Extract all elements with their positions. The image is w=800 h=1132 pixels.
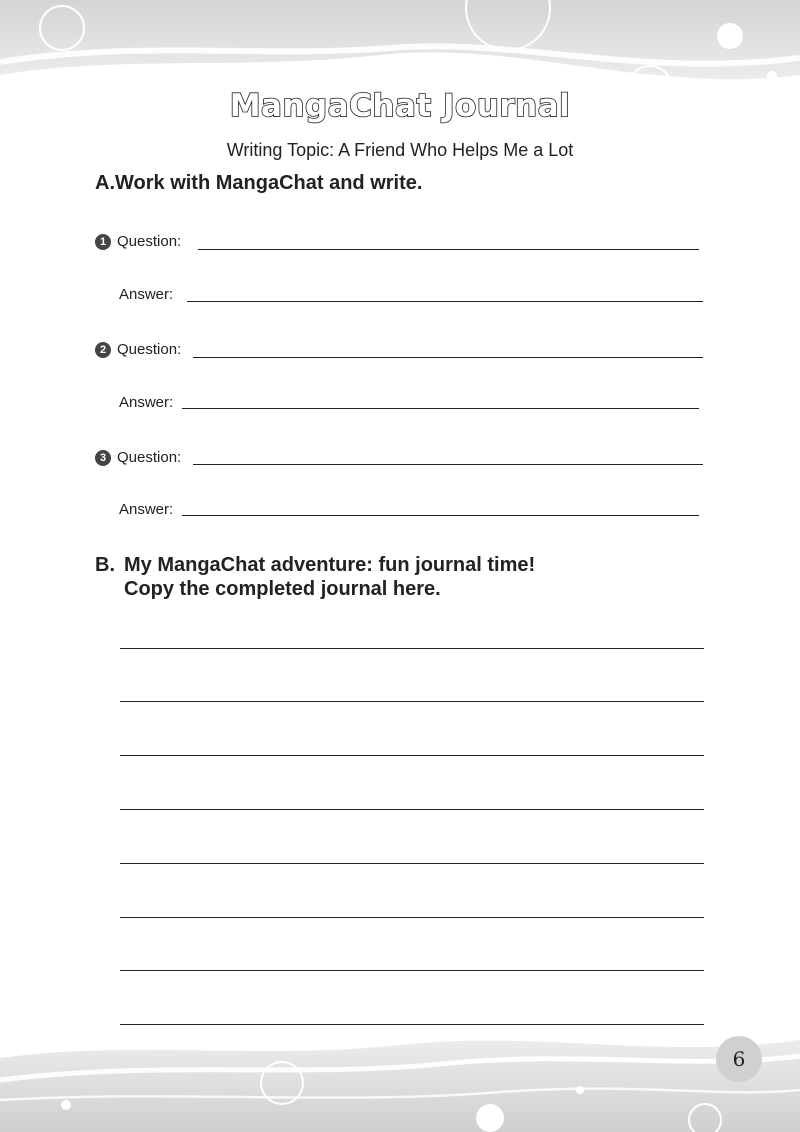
answer-3-blank[interactable] — [182, 515, 699, 516]
section-b-heading-line2: Copy the completed journal here. — [124, 578, 441, 600]
answer-2-label: Answer: — [119, 394, 174, 411]
section-b-heading — [95, 553, 535, 601]
page-number: 6 — [716, 1036, 762, 1082]
journal-writing-line[interactable] — [120, 701, 704, 702]
journal-writing-line[interactable] — [120, 648, 704, 649]
section-a-heading: A.Work with MangaChat and write. — [95, 172, 423, 194]
journal-writing-line[interactable] — [120, 755, 704, 756]
top-wave-band — [0, 0, 800, 79]
bottom-wave-band — [0, 1040, 800, 1132]
answer-3-label: Answer: — [119, 501, 174, 518]
answer-1-blank[interactable] — [187, 301, 703, 302]
answer-1-label: Answer: — [119, 286, 174, 303]
number-badge: 1 — [95, 234, 111, 250]
deco-dot — [61, 1100, 71, 1110]
question-2-blank[interactable] — [193, 357, 703, 358]
question-2-label-group — [95, 341, 181, 358]
number-badge: 3 — [95, 450, 111, 466]
page-title: MangaChat Journal — [229, 88, 571, 124]
deco-dot — [767, 71, 777, 81]
question-1-label-group — [95, 233, 181, 250]
deco-dot — [341, 62, 349, 70]
deco-dot — [476, 1104, 504, 1132]
question-label: Question: — [117, 341, 182, 358]
section-b-letter: B. — [95, 554, 115, 576]
question-3-label-group — [95, 449, 181, 466]
question-3-blank[interactable] — [193, 464, 703, 465]
deco-dot — [576, 1086, 584, 1094]
journal-writing-line[interactable] — [120, 1024, 704, 1025]
question-1-blank[interactable] — [198, 249, 699, 250]
deco-dot — [717, 23, 743, 49]
journal-writing-line[interactable] — [120, 917, 704, 918]
question-label: Question: — [117, 449, 182, 466]
journal-writing-line[interactable] — [120, 809, 704, 810]
answer-2-blank[interactable] — [182, 408, 699, 409]
number-badge: 2 — [95, 342, 111, 358]
journal-writing-line[interactable] — [120, 970, 704, 971]
journal-writing-line[interactable] — [120, 863, 704, 864]
writing-topic: Writing Topic: A Friend Who Helps Me a Lot — [226, 140, 574, 160]
section-b-heading-line1: My MangaChat adventure: fun journal time! — [124, 554, 536, 576]
question-label: Question: — [117, 233, 182, 250]
